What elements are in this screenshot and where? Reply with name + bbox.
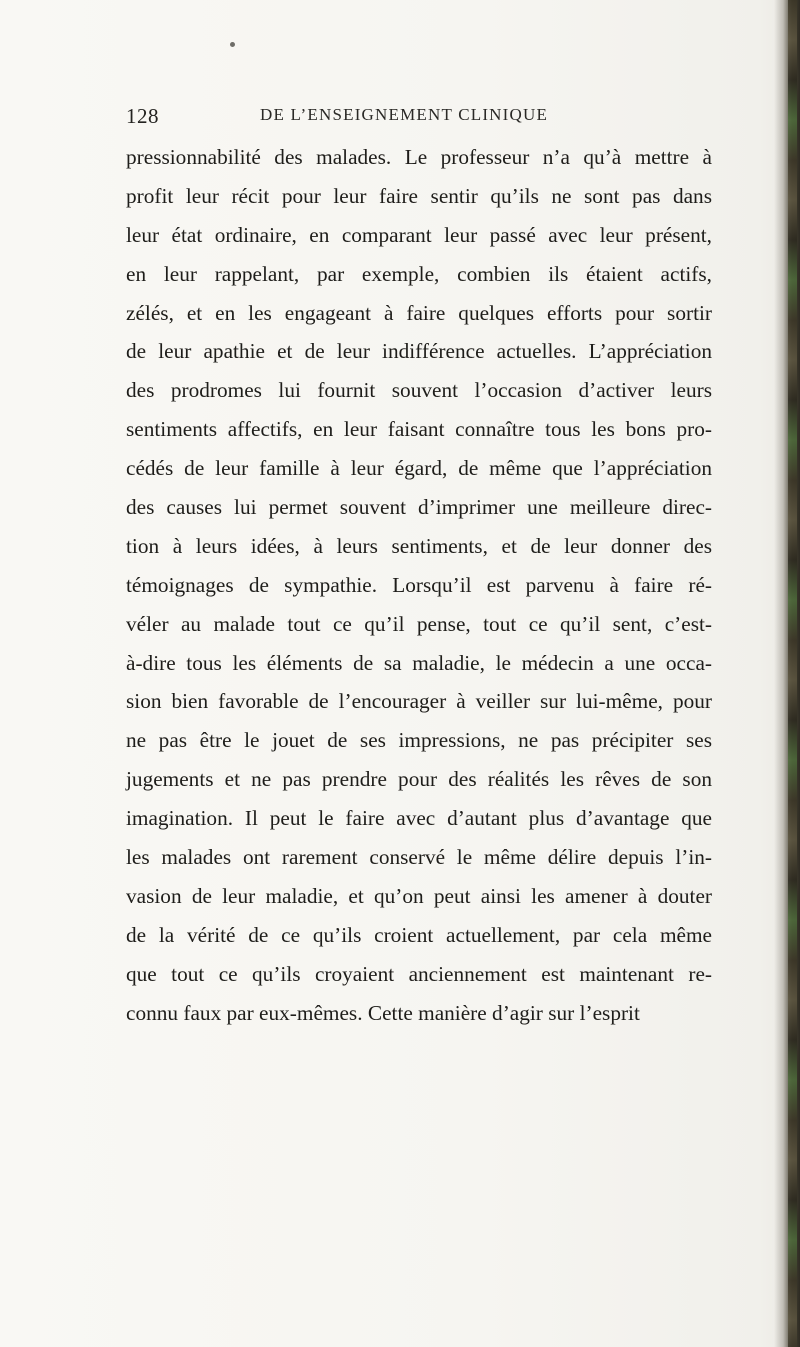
text-line: connu faux par eux-mêmes. Cette manière d’agir sur l’esprit [126,1000,640,1025]
text-line: zélés, et en les engageant à faire quelques efforts pour sortir [126,300,712,325]
text-line: jugements et ne pas prendre pour des réalités les rêves de son [126,767,712,792]
text-line: les malades ont rarement conservé le même délire depuis l’in- [126,845,712,870]
text-line: tion à leurs idées, à leurs sentiments, et de leur donner des [126,533,712,558]
text-line: sion bien favorable de l’encourager à veiller sur lui-même, pour [126,689,712,714]
ink-speck [230,42,235,47]
text-line: des causes lui permet souvent d’imprimer une meilleure direc- [126,495,712,520]
text-line: de leur apathie et de leur indifférence actuelles. L’appréciation [126,339,712,364]
page-number: 128 [126,104,159,128]
text-line: témoignages de sympathie. Lorsqu’il est parvenu à faire ré- [126,572,712,597]
text-line: cédés de leur famille à leur égard, de même que l’appréciation [126,456,712,481]
text-line: leur état ordinaire, en comparant leur passé avec leur présent, [126,222,712,247]
text-line: véler au malade tout ce qu’il pense, tout ce qu’il sent, c’est- [126,611,712,636]
text-line: sentiments affectifs, en leur faisant connaître tous les bons pro- [126,417,712,442]
text-line: de la vérité de ce qu’ils croient actuellement, par cela même [126,922,712,947]
text-line: ne pas être le jouet de ses impressions, ne pas précipiter ses [126,728,712,753]
text-line: imagination. Il peut le faire avec d’autant plus d’avantage que [126,806,712,831]
binding-edge [788,0,797,1347]
text-line: vasion de leur maladie, et qu’on peut ainsi les amener à douter [126,883,712,908]
text-line: à-dire tous les éléments de sa maladie, le médecin a une occa- [126,650,712,675]
text-line: pressionnabilité des malades. Le professeur n’a qu’à mettre à [126,145,712,169]
running-head [126,104,766,130]
text-line: que tout ce qu’ils croyaient anciennement est maintenant re- [126,961,712,986]
text-line: en leur rappelant, par exemple, combien ils étaient actifs, [126,261,712,286]
body-paragraph [126,138,712,1032]
running-title: DE L’ENSEIGNEMENT CLINIQUE [260,105,549,124]
text-line: profit leur récit pour leur faire sentir qu’ils ne sont pas dans [126,183,712,208]
text-line: des prodromes lui fournit souvent l’occasion d’activer leurs [126,378,712,403]
